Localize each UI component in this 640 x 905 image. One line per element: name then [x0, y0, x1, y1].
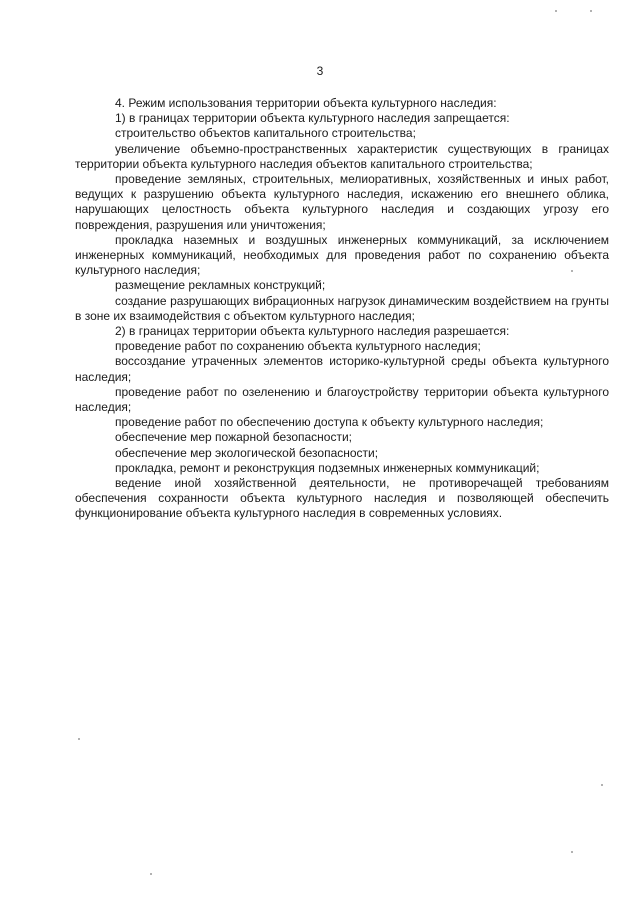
paragraph-permitted-item: проведение работ по озеленению и благоустройству территории объекта культурного наследия;: [75, 384, 609, 415]
paragraph-prohibited-item: прокладка наземных и воздушных инженерных коммуникаций, за исключением инженерных коммуникаций, необходимых для проведения работ по сохранению объекта культурного наследия;: [75, 232, 609, 278]
document-body: [75, 96, 609, 522]
paragraph-permitted-item: прокладка, ремонт и реконструкция подземных инженерных коммуникаций;: [115, 460, 540, 475]
scan-speck: [555, 10, 557, 12]
paragraph-permitted-item: воссоздание утраченных элементов историко-культурной среды объекта культурного наследия;: [75, 354, 609, 384]
paragraph-permitted-heading: 2) в границах территории объекта культурного наследия разрешается:: [115, 324, 510, 339]
paragraph-permitted-item: обеспечение мер экологической безопасности;: [115, 445, 379, 460]
paragraph-prohibited-item: увеличение объемно-пространственных характеристик существующих в границах территории объекта культурного наследия объектов капитального строительства;: [75, 141, 609, 171]
scan-speck: [590, 10, 592, 12]
scan-speck: [150, 873, 152, 875]
paragraph-prohibited-item: размещение рекламных конструкций;: [115, 278, 326, 293]
scan-speck: [601, 784, 603, 786]
paragraph-section-4-title: 4. Режим использования территории объекта культурного наследия:: [115, 96, 497, 110]
scan-speck: [571, 270, 573, 272]
paragraph-permitted-item: проведение работ по сохранению объекта культурного наследия;: [115, 339, 481, 354]
scan-speck: [571, 851, 573, 853]
scan-speck: [78, 738, 80, 740]
page-number: 3: [316, 64, 324, 78]
paragraph-prohibited-item: проведение земляных, строительных, мелиоративных, хозяйственных и иных работ, ведущих к разрушению объекта культурного наследия, искажению его внешнего облика, нарушающих целостность объекта культурного наследия и создающих угрозу его повреждения, разрушения или уничтожения;: [75, 172, 609, 232]
paragraph-prohibited-item: строительство объектов капитального строительства;: [115, 126, 416, 141]
paragraph-permitted-item: ведение иной хозяйственной деятельности, не противоречащей требованиям обеспечения сохранности объекта культурного наследия и позволяющей обеспечить функционирование объекта культурного наследия в современных условиях.: [75, 476, 609, 521]
paragraph-prohibited-heading: 1) в границах территории объекта культурного наследия запрещается:: [115, 111, 510, 126]
paragraph-prohibited-item: создание разрушающих вибрационных нагрузок динамическим воздействием на грунты в зоне их взаимодействия с объектом культурного наследия;: [75, 293, 609, 323]
paragraph-permitted-item: проведение работ по обеспечению доступа к объекту культурного наследия;: [115, 415, 544, 430]
paragraph-permitted-item: обеспечение мер пожарной безопасности;: [115, 430, 352, 445]
